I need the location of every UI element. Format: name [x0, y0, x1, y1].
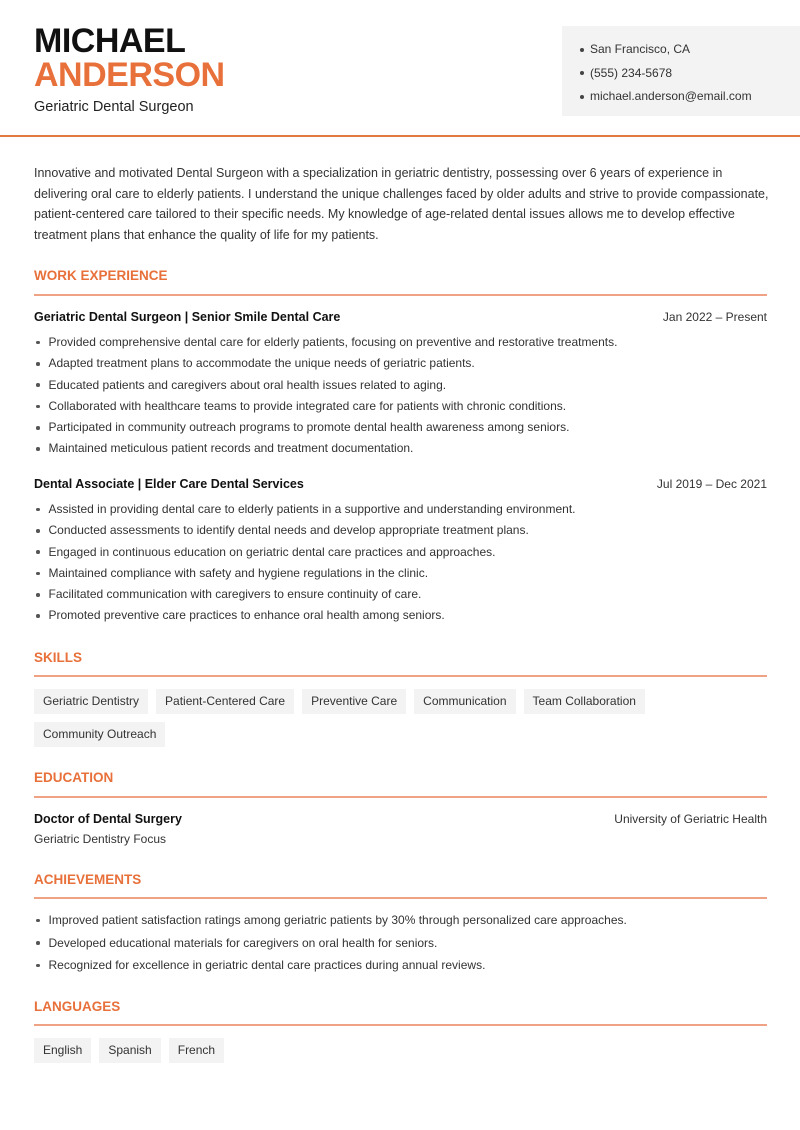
- list-item: Conducted assessments to identify dental needs and develop appropriate treatment plans.: [34, 520, 767, 541]
- bullet-icon: [36, 572, 40, 576]
- bullet-icon: [580, 48, 584, 52]
- job-role: Dental Associate | Elder Care Dental Services: [34, 477, 304, 491]
- section-divider: [34, 1024, 767, 1026]
- job-title: Geriatric Dental Surgeon: [34, 99, 194, 115]
- section-divider: [34, 675, 767, 677]
- bullet-icon: [36, 341, 40, 345]
- bullet-icon: [36, 941, 40, 945]
- list-item: Collaborated with healthcare teams to provide integrated care for patients with chronic conditions.: [34, 396, 767, 417]
- list-item: Educated patients and caregivers about oral health issues related to aging.: [34, 375, 767, 396]
- bullet-icon: [36, 550, 40, 554]
- job-bullets: [34, 332, 767, 460]
- bullet-icon: [36, 405, 40, 409]
- contact-email: michael.anderson@email.com: [580, 85, 800, 109]
- language-tag: English: [34, 1038, 91, 1063]
- education-row: [34, 812, 767, 826]
- job-date: Jan 2022 – Present: [662, 310, 767, 324]
- skill-tag: Communication: [414, 689, 515, 714]
- bullet-icon: [36, 529, 40, 533]
- education-degree: Doctor of Dental Surgery: [34, 812, 182, 826]
- skill-tag: Patient-Centered Care: [156, 689, 294, 714]
- bullet-icon: [580, 95, 584, 99]
- job-header: [34, 477, 767, 491]
- skill-tag: Geriatric Dentistry: [34, 689, 148, 714]
- list-item: Adapted treatment plans to accommodate the unique needs of geriatric patients.: [34, 353, 767, 374]
- last-name: ANDERSON: [34, 56, 225, 94]
- bullet-icon: [36, 919, 40, 923]
- contact-box: [562, 26, 800, 116]
- list-item: Maintained compliance with safety and hygiene regulations in the clinic.: [34, 563, 767, 584]
- job-date: Jul 2019 – Dec 2021: [656, 477, 767, 491]
- languages-list: [34, 1038, 767, 1063]
- job-role: Geriatric Dental Surgeon | Senior Smile Dental Care: [34, 310, 341, 324]
- section-title-education: EDUCATION: [34, 770, 114, 785]
- section-divider: [34, 897, 767, 899]
- education-focus: Geriatric Dentistry Focus: [34, 832, 167, 846]
- list-item: Developed educational materials for caregivers on oral health for seniors.: [34, 932, 767, 955]
- education-school: University of Geriatric Health: [614, 812, 767, 826]
- bullet-icon: [36, 614, 40, 618]
- list-item: Promoted preventive care practices to enhance oral health among seniors.: [34, 605, 767, 626]
- section-title-languages: LANGUAGES: [34, 999, 121, 1014]
- language-tag: Spanish: [99, 1038, 160, 1063]
- skill-tag: Team Collaboration: [524, 689, 645, 714]
- job-header: [34, 310, 767, 324]
- skill-tag: Preventive Care: [302, 689, 406, 714]
- list-item: Participated in community outreach programs to promote dental health awareness among seniors.: [34, 417, 767, 438]
- first-name: MICHAEL: [34, 22, 186, 60]
- resume-header: [0, 0, 800, 137]
- bullet-icon: [36, 362, 40, 366]
- list-item: Maintained meticulous patient records and treatment documentation.: [34, 438, 767, 459]
- section-title-work: WORK EXPERIENCE: [34, 268, 168, 283]
- bullet-icon: [36, 447, 40, 451]
- bullet-icon: [580, 71, 584, 75]
- bullet-icon: [36, 593, 40, 597]
- list-item: Provided comprehensive dental care for elderly patients, focusing on preventive and restorative treatments.: [34, 332, 767, 353]
- section-title-skills: SKILLS: [34, 650, 83, 665]
- list-item: Engaged in continuous education on geriatric dental care practices and approaches.: [34, 542, 767, 563]
- contact-phone: (555) 234-5678: [580, 62, 800, 86]
- list-item: Facilitated communication with caregivers to ensure continuity of care.: [34, 584, 767, 605]
- list-item: Recognized for excellence in geriatric dental care practices during annual reviews.: [34, 954, 767, 977]
- bullet-icon: [36, 426, 40, 430]
- bullet-icon: [36, 383, 40, 387]
- section-title-achievements: ACHIEVEMENTS: [34, 872, 142, 887]
- bullet-icon: [36, 964, 40, 968]
- list-item: Improved patient satisfaction ratings among geriatric patients by 30% through personalized care approaches.: [34, 909, 767, 932]
- achievements-list: [34, 909, 767, 977]
- section-divider: [34, 796, 767, 798]
- skills-list: [34, 689, 767, 747]
- bullet-icon: [36, 508, 40, 512]
- skill-tag: Community Outreach: [34, 722, 165, 747]
- job-bullets: [34, 499, 767, 627]
- section-divider: [34, 294, 767, 296]
- language-tag: French: [169, 1038, 224, 1063]
- list-item: Assisted in providing dental care to elderly patients in a supportive and understanding environment.: [34, 499, 767, 520]
- contact-location: San Francisco, CA: [580, 38, 800, 62]
- summary: Innovative and motivated Dental Surgeon with a specialization in geriatric dentistry, possessing over 6 years of experience in delivering oral care to elderly patients. I understand the unique challenges faced by older adults and strive to provide compassionate, patient-centered care tailored to their specific needs. My knowledge of age-related dental issues allows me to develop effective treatment plans that enhance the quality of life for my patients.: [34, 166, 769, 243]
